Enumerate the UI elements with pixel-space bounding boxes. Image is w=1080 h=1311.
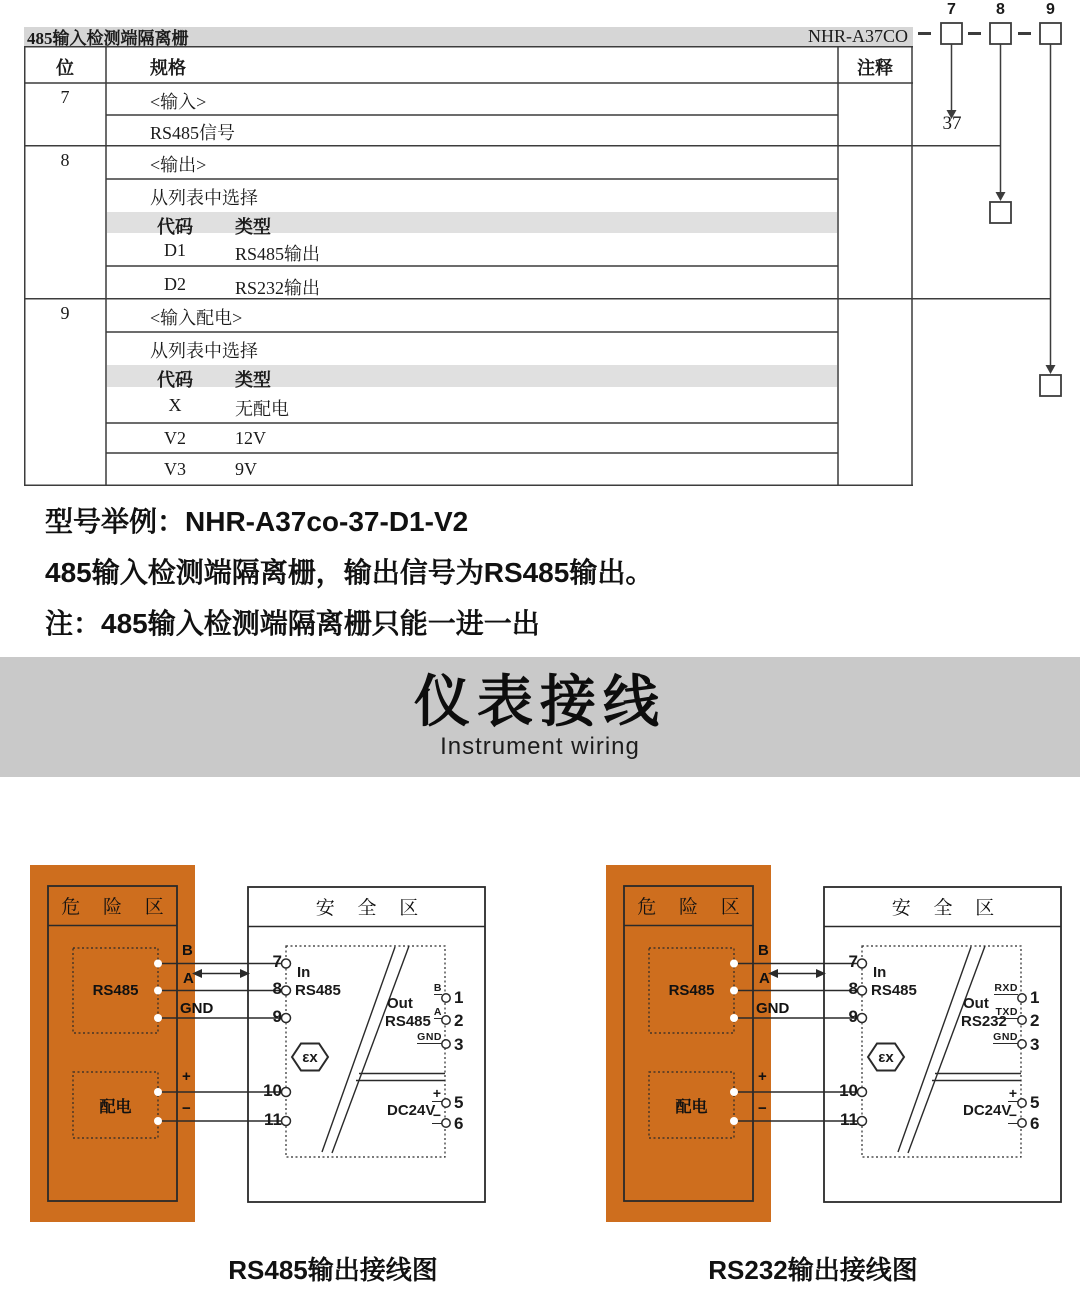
group7-row1: <输入> bbox=[150, 92, 207, 112]
col-header-note: 注释 bbox=[857, 58, 893, 78]
power-port-label-minus: − bbox=[432, 1107, 441, 1123]
power-port-label-plus: + bbox=[432, 1085, 441, 1101]
in-signal: RS485 bbox=[871, 982, 917, 999]
out-port-label-1: RXD bbox=[994, 982, 1018, 994]
wire-label-gnd: GND bbox=[756, 1000, 790, 1017]
power-port-num-6: 6 bbox=[454, 1114, 464, 1133]
in-title: In bbox=[873, 964, 887, 981]
power-port-num-5: 5 bbox=[1030, 1093, 1040, 1112]
out-port-num-3: 3 bbox=[454, 1035, 464, 1054]
terminal-10: 10 bbox=[263, 1081, 282, 1100]
wire-label-b: B bbox=[182, 942, 193, 959]
banner-subtitle: Instrument wiring bbox=[440, 733, 640, 761]
col-header-pos: 位 bbox=[56, 58, 74, 78]
wire-label-minus: − bbox=[758, 1100, 767, 1117]
group8-opt1-code: D1 bbox=[164, 240, 186, 260]
group9-opt3-type: 9V bbox=[235, 459, 257, 479]
group8-band-code: 代码 bbox=[157, 217, 193, 237]
out-port-label-2: A bbox=[433, 1006, 442, 1018]
group9-opt2-code: V2 bbox=[164, 428, 186, 448]
out-signal: RS485 bbox=[385, 1013, 431, 1030]
group7-row2: RS485信号 bbox=[150, 123, 236, 143]
wire-label-b: B bbox=[758, 942, 769, 959]
group9-opt2-type: 12V bbox=[235, 428, 266, 448]
power-port-num-5: 5 bbox=[454, 1093, 464, 1112]
group9-opt1-type: 无配电 bbox=[235, 399, 289, 419]
power-port-label-plus: + bbox=[1008, 1085, 1017, 1101]
group9-pos: 9 bbox=[60, 303, 70, 323]
wire-label-a: A bbox=[183, 970, 194, 987]
wire-label-plus: + bbox=[758, 1068, 767, 1085]
terminal-11: 11 bbox=[840, 1110, 858, 1129]
power-port-label-minus: − bbox=[1008, 1107, 1017, 1123]
caption-rs485: RS485输出接线图 bbox=[228, 1255, 438, 1285]
example-model-line: 型号举例：NHR-A37co-37-D1-V2 bbox=[45, 506, 469, 537]
out-port-num-3: 3 bbox=[1030, 1035, 1040, 1054]
safe-zone-label: 安 全 区 bbox=[315, 898, 428, 919]
example-note-line: 注：485输入检测端隔离栅只能一进一出 bbox=[45, 608, 540, 639]
order-note-37: 37 bbox=[942, 113, 962, 134]
out-port-label-1: B bbox=[433, 982, 442, 994]
group9-opt1-code: X bbox=[168, 395, 182, 415]
ex-symbol-label: εx bbox=[302, 1049, 318, 1066]
group8-band-type: 类型 bbox=[235, 217, 271, 237]
dc-power-label: DC24V bbox=[387, 1102, 436, 1119]
safe-zone-label: 安 全 区 bbox=[891, 898, 1004, 919]
group8-pos: 8 bbox=[60, 150, 70, 170]
group9-row2: 从列表中选择 bbox=[150, 341, 258, 361]
out-port-num-2: 2 bbox=[454, 1011, 464, 1030]
model-code: NHR-A37CO bbox=[807, 26, 908, 46]
code-band-8 bbox=[107, 212, 837, 233]
terminal-10: 10 bbox=[839, 1081, 858, 1100]
double-arrow bbox=[192, 969, 250, 978]
hazard-zone-label: 危 险 区 bbox=[637, 897, 749, 918]
terminal-11: 11 bbox=[264, 1110, 282, 1129]
double-arrow bbox=[768, 969, 826, 978]
terminal-7: 7 bbox=[272, 952, 282, 971]
group8-row2: 从列表中选择 bbox=[150, 188, 258, 208]
in-title: In bbox=[297, 964, 311, 981]
group8-opt2-type: RS232输出 bbox=[235, 278, 321, 298]
group9-opt3-code: V3 bbox=[164, 459, 186, 479]
out-port-num-2: 2 bbox=[1030, 1011, 1040, 1030]
out-port-label-3: GND bbox=[993, 1031, 1018, 1043]
input-group-label: RS485 bbox=[92, 982, 139, 999]
section-banner bbox=[0, 657, 1080, 777]
order-digit-8: 8 bbox=[996, 1, 1005, 18]
wire-label-minus: − bbox=[182, 1100, 191, 1117]
terminal-7: 7 bbox=[848, 952, 858, 971]
col-header-spec: 规格 bbox=[150, 58, 186, 78]
input-group-label: RS485 bbox=[668, 982, 715, 999]
group8-opt1-type: RS485输出 bbox=[235, 244, 321, 264]
caption-rs232: RS232输出接线图 bbox=[708, 1255, 918, 1285]
group9-band-type: 类型 bbox=[235, 370, 271, 390]
terminal-9: 9 bbox=[848, 1007, 858, 1026]
group7-pos: 7 bbox=[60, 87, 70, 107]
wire-label-a: A bbox=[759, 970, 770, 987]
ex-symbol-label: εx bbox=[878, 1049, 894, 1066]
group8-row1: <输出> bbox=[150, 155, 207, 175]
terminal-8: 8 bbox=[272, 979, 282, 998]
out-title: Out bbox=[963, 995, 989, 1012]
terminal-8: 8 bbox=[848, 979, 858, 998]
wiring-diagram-rs485 bbox=[30, 865, 486, 1225]
wire-label-gnd: GND bbox=[180, 1000, 214, 1017]
out-port-label-3: GND bbox=[417, 1031, 442, 1043]
out-signal: RS232 bbox=[961, 1013, 1007, 1030]
out-port-label-2: TXD bbox=[995, 1006, 1018, 1018]
power-group-label: 配电 bbox=[99, 1098, 132, 1116]
wire-label-plus: + bbox=[182, 1068, 191, 1085]
wiring-diagram-rs232 bbox=[606, 865, 1062, 1225]
power-group-label: 配电 bbox=[675, 1098, 708, 1116]
group9-row1: <输入配电> bbox=[150, 308, 243, 328]
power-port-num-6: 6 bbox=[1030, 1114, 1040, 1133]
in-signal: RS485 bbox=[295, 982, 341, 999]
dc-power-label: DC24V bbox=[963, 1102, 1012, 1119]
code-band-9 bbox=[107, 365, 837, 387]
out-port-num-1: 1 bbox=[1030, 988, 1040, 1007]
group8-opt2-code: D2 bbox=[164, 274, 186, 294]
hazard-zone-label: 危 险 区 bbox=[61, 897, 173, 918]
product-title: 485输入检测端隔离栅 bbox=[27, 29, 189, 48]
group9-band-code: 代码 bbox=[157, 370, 193, 390]
order-digit-9: 9 bbox=[1046, 1, 1055, 18]
table-title-bar bbox=[24, 27, 913, 46]
out-port-num-1: 1 bbox=[454, 988, 464, 1007]
example-desc-line: 485输入检测端隔离栅，输出信号为RS485输出。 bbox=[45, 557, 654, 588]
banner-title: 仪表接线 bbox=[414, 669, 666, 733]
terminal-9: 9 bbox=[272, 1007, 282, 1026]
out-title: Out bbox=[387, 995, 413, 1012]
order-digit-7: 7 bbox=[947, 1, 956, 18]
